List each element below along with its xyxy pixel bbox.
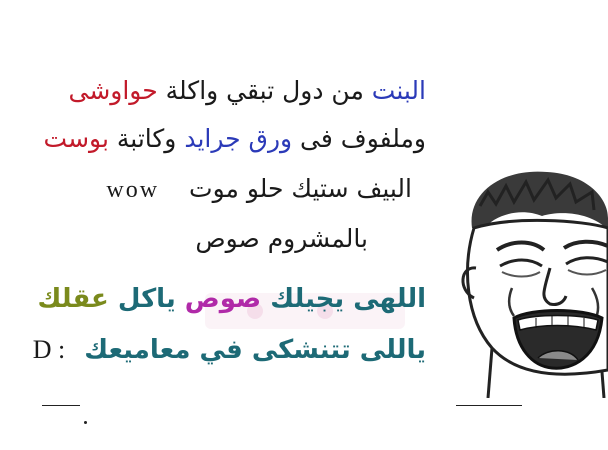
verse-text: اللهى يجيلك (270, 284, 426, 314)
verse-text: وملفوف فى (300, 124, 426, 153)
word-albent: البنت (371, 76, 426, 105)
separator-left (42, 405, 80, 406)
word-yakol: ياكل (117, 284, 176, 314)
emoticon-text: D : (32, 335, 66, 364)
laughing-meme-face-icon (452, 158, 608, 398)
word-post: بوست (43, 124, 109, 153)
verse-text: من دول تبقي واكلة (165, 76, 364, 105)
verse-text: وكاتبة (116, 124, 177, 153)
word-aqlak: عقلك (37, 284, 109, 314)
separator-dot (84, 421, 87, 424)
verse-line-1 (68, 74, 426, 108)
verse-line-6 (33, 333, 426, 367)
verse-text: البيف ستيك حلو موت (189, 174, 412, 203)
verse-text: ياللى تتنشكى في معاميعك (84, 335, 426, 365)
separator-right (456, 405, 522, 406)
verse-line-2 (44, 122, 426, 156)
verse-line-4: بالمشروم صوص (195, 224, 368, 253)
word-hawawshi: حواوشى (68, 76, 158, 105)
verse-line-3 (106, 172, 412, 207)
word-waraq-garayed: ورق جرايد (184, 124, 293, 153)
word-sos: صوص (184, 284, 262, 314)
word-wow: wow (106, 177, 160, 203)
verse-line-5 (38, 282, 427, 316)
